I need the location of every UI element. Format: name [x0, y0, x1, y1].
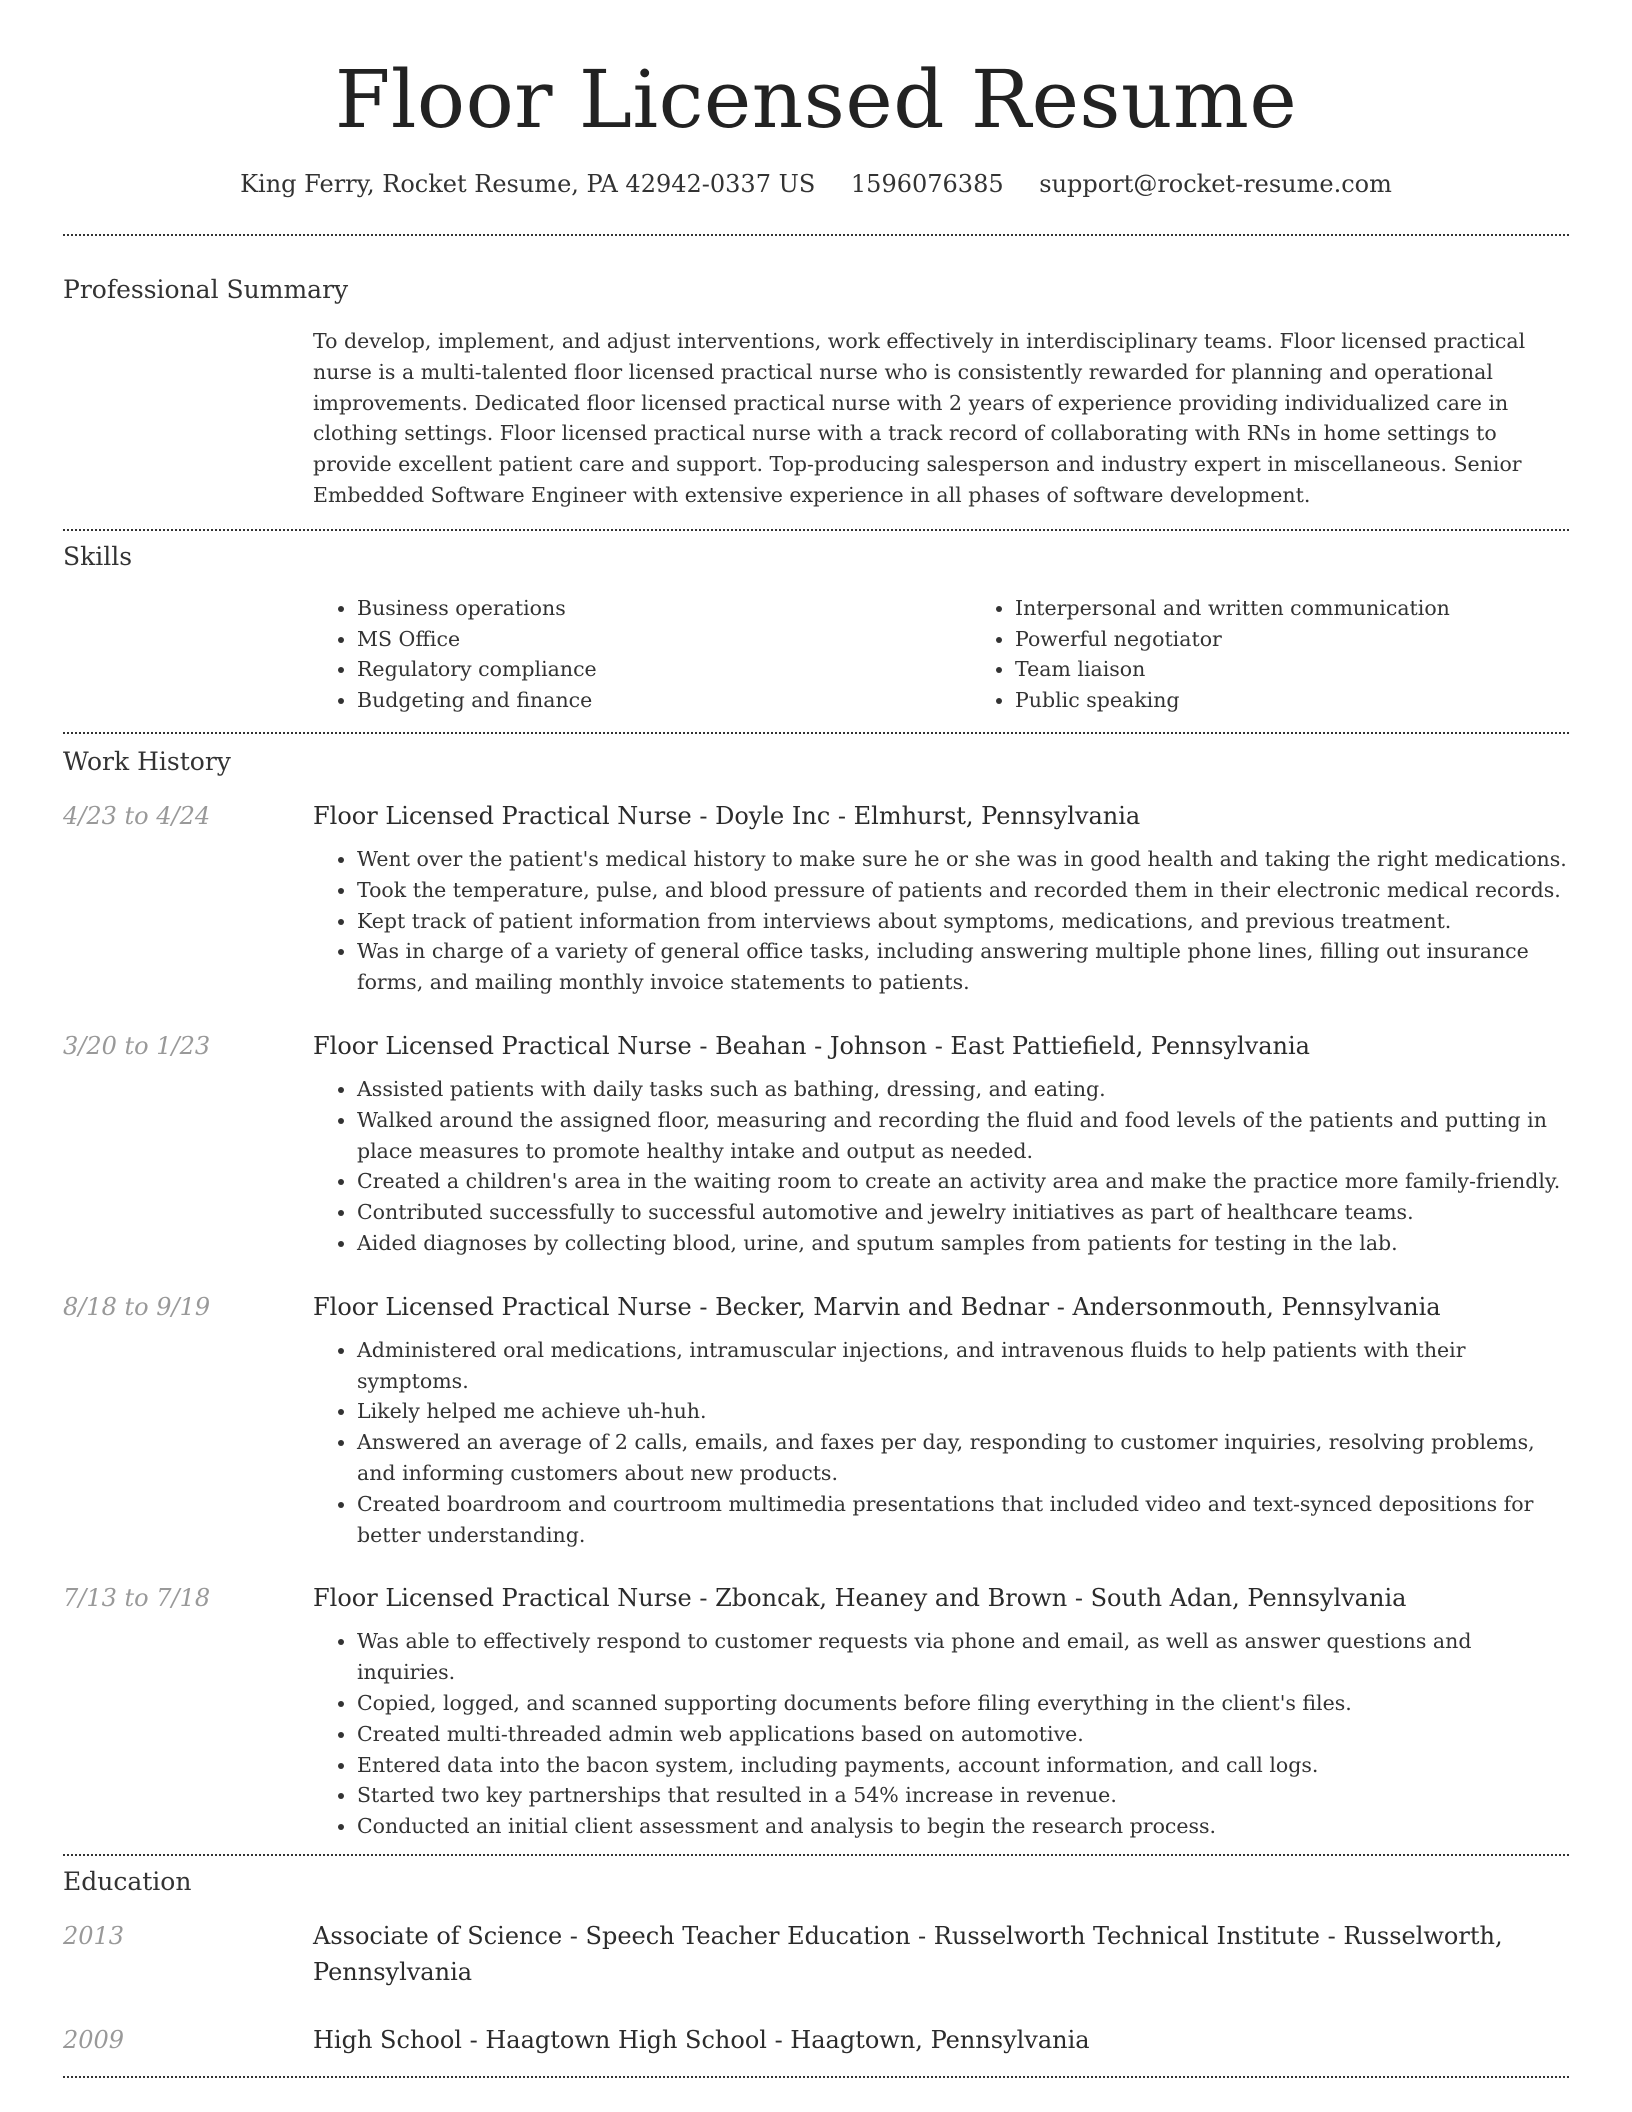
- job-bullets: [313, 1335, 1569, 1551]
- job-dates: 4/23 to 4/24: [63, 801, 211, 830]
- education-year: 2013: [63, 1921, 125, 1950]
- skills-list-left: [313, 593, 971, 716]
- job-bullet: • Administered oral medications, intramuscular injections, and intravenous fluids to help patients with their symptoms.: [357, 1335, 1569, 1397]
- education-section: [63, 1866, 1569, 2058]
- section-divider: [63, 2076, 1569, 2078]
- job-bullet: • Aided diagnoses by collecting blood, urine, and sputum samples from patients for testing in the lab.: [357, 1228, 1569, 1259]
- job-bullet: • Likely helped me achieve uh-huh.: [357, 1396, 1569, 1427]
- job-bullet: • Was in charge of a variety of general office tasks, including answering multiple phone lines, filling out insurance forms, and mailing monthly invoice statements to patients.: [357, 936, 1569, 998]
- job-bullet: • Conducted an initial client assessment and analysis to begin the research process.: [357, 1811, 1569, 1842]
- job-bullet: • Entered data into the bacon system, including payments, account information, and call logs.: [357, 1750, 1569, 1781]
- section-divider: [63, 732, 1569, 734]
- job-bullet: • Was able to effectively respond to customer requests via phone and email, as well as answer questions and inquiries.: [357, 1626, 1569, 1688]
- job-dates: 3/20 to 1/23: [63, 1031, 211, 1060]
- job-title: Floor Licensed Practical Nurse - Zboncak, Heaney and Brown - South Adan, Pennsylvania: [313, 1584, 1407, 1613]
- job-dates: 8/18 to 9/19: [63, 1292, 211, 1321]
- job-bullet: • Answered an average of 2 calls, emails, and faxes per day, responding to customer inquiries, resolving problems, and informing customers about new products.: [357, 1427, 1569, 1489]
- skill-item: • Interpersonal and written communication: [1015, 593, 1629, 624]
- education-heading: Education: [63, 1866, 192, 1896]
- education-year: 2009: [63, 2025, 125, 2054]
- summary-heading: Professional Summary: [63, 275, 349, 304]
- skills-heading: Skills: [63, 541, 133, 571]
- skills-list-right: [971, 593, 1629, 716]
- skill-item: • Public speaking: [1015, 685, 1629, 716]
- job-entry: [63, 1028, 1569, 1259]
- skill-item: • Team liaison: [1015, 654, 1629, 685]
- skill-item: • Powerful negotiator: [1015, 624, 1629, 655]
- job-bullet: • Created multi-threaded admin web applications based on automotive.: [357, 1719, 1569, 1750]
- job-bullets: [313, 844, 1569, 998]
- job-bullet: • Created a children's area in the waiting room to create an activity area and make the practice more family-friendly.: [357, 1166, 1569, 1197]
- job-title: Floor Licensed Practical Nurse - Beahan - Johnson - East Pattiefield, Pennsylvania: [313, 1031, 1310, 1060]
- job-bullet: • Created boardroom and courtroom multimedia presentations that included video and text-synced depositions for better understanding.: [357, 1489, 1569, 1551]
- work-heading: Work History: [63, 746, 231, 776]
- job-dates: 7/13 to 7/18: [63, 1584, 211, 1613]
- job-bullet: • Went over the patient's medical history to make sure he or she was in good health and taking the right medications.: [357, 844, 1569, 875]
- job-bullet: • Started two key partnerships that resulted in a 54% increase in revenue.: [357, 1780, 1569, 1811]
- job-title: Floor Licensed Practical Nurse - Becker, Marvin and Bednar - Andersonmouth, Pennsylvania: [313, 1292, 1441, 1321]
- section-divider: [63, 234, 1569, 236]
- job-bullets: [313, 1626, 1569, 1842]
- work-section: [63, 746, 1569, 1842]
- contact-address: King Ferry, Rocket Resume, PA 42942-0337 US: [240, 170, 816, 198]
- job-bullet: • Took the temperature, pulse, and blood pressure of patients and recorded them in their electronic medical records.: [357, 875, 1569, 906]
- job-title: Floor Licensed Practical Nurse - Doyle Inc - Elmhurst, Pennsylvania: [313, 801, 1141, 830]
- education-title: Associate of Science - Speech Teacher Education - Russelworth Technical Institute - Russelworth, Pennsylvania: [313, 1921, 1503, 1986]
- skill-item: • Regulatory compliance: [357, 654, 971, 685]
- contact-phone: 1596076385: [850, 170, 1004, 198]
- section-divider: [63, 1854, 1569, 1856]
- job-bullets: [313, 1074, 1569, 1259]
- job-bullet: • Kept track of patient information from interviews about symptoms, medications, and previous treatment.: [357, 906, 1569, 937]
- job-bullet: • Copied, logged, and scanned supporting documents before filing everything in the client's files.: [357, 1688, 1569, 1719]
- job-bullet: • Assisted patients with daily tasks such as bathing, dressing, and eating.: [357, 1074, 1569, 1105]
- contact-line: [63, 168, 1569, 200]
- skill-item: • MS Office: [357, 624, 971, 655]
- resume-name: Floor Licensed Resume: [334, 53, 1298, 146]
- contact-email: support@rocket-resume.com: [1039, 170, 1392, 198]
- summary-text: To develop, implement, and adjust interventions, work effectively in interdisciplinary teams. Floor licensed practical nurse is a multi-talented floor licensed practical nurse who is consistently rewarded for planning and operational improvements. Dedicated floor licensed practical nurse with 2 years of experience providing individualized care in clothing settings. Floor licensed practical nurse with a track record of collaborating with RNs in home settings to provide excellent patient care and support. Top-producing salesperson and industry expert in miscellaneous. Senior Embedded Software Engineer with extensive experience in all phases of software development.: [313, 329, 1526, 507]
- summary-section: [63, 274, 1569, 511]
- education-title: High School - Haagtown High School - Haagtown, Pennsylvania: [313, 2025, 1090, 2054]
- job-entry: [63, 1289, 1569, 1551]
- education-entry: [63, 2022, 1569, 2058]
- education-entry: [63, 1918, 1569, 1990]
- skill-item: • Budgeting and finance: [357, 685, 971, 716]
- skill-item: • Business operations: [357, 593, 971, 624]
- job-entry: [63, 798, 1569, 998]
- job-bullet: • Contributed successfully to successful automotive and jewelry initiatives as part of healthcare teams.: [357, 1197, 1569, 1228]
- job-bullet: • Walked around the assigned floor, measuring and recording the fluid and food levels of the patients and putting in place measures to promote healthy intake and output as needed.: [357, 1105, 1569, 1167]
- skills-section: [63, 541, 1569, 716]
- job-entry: [63, 1580, 1569, 1842]
- section-divider: [63, 529, 1569, 531]
